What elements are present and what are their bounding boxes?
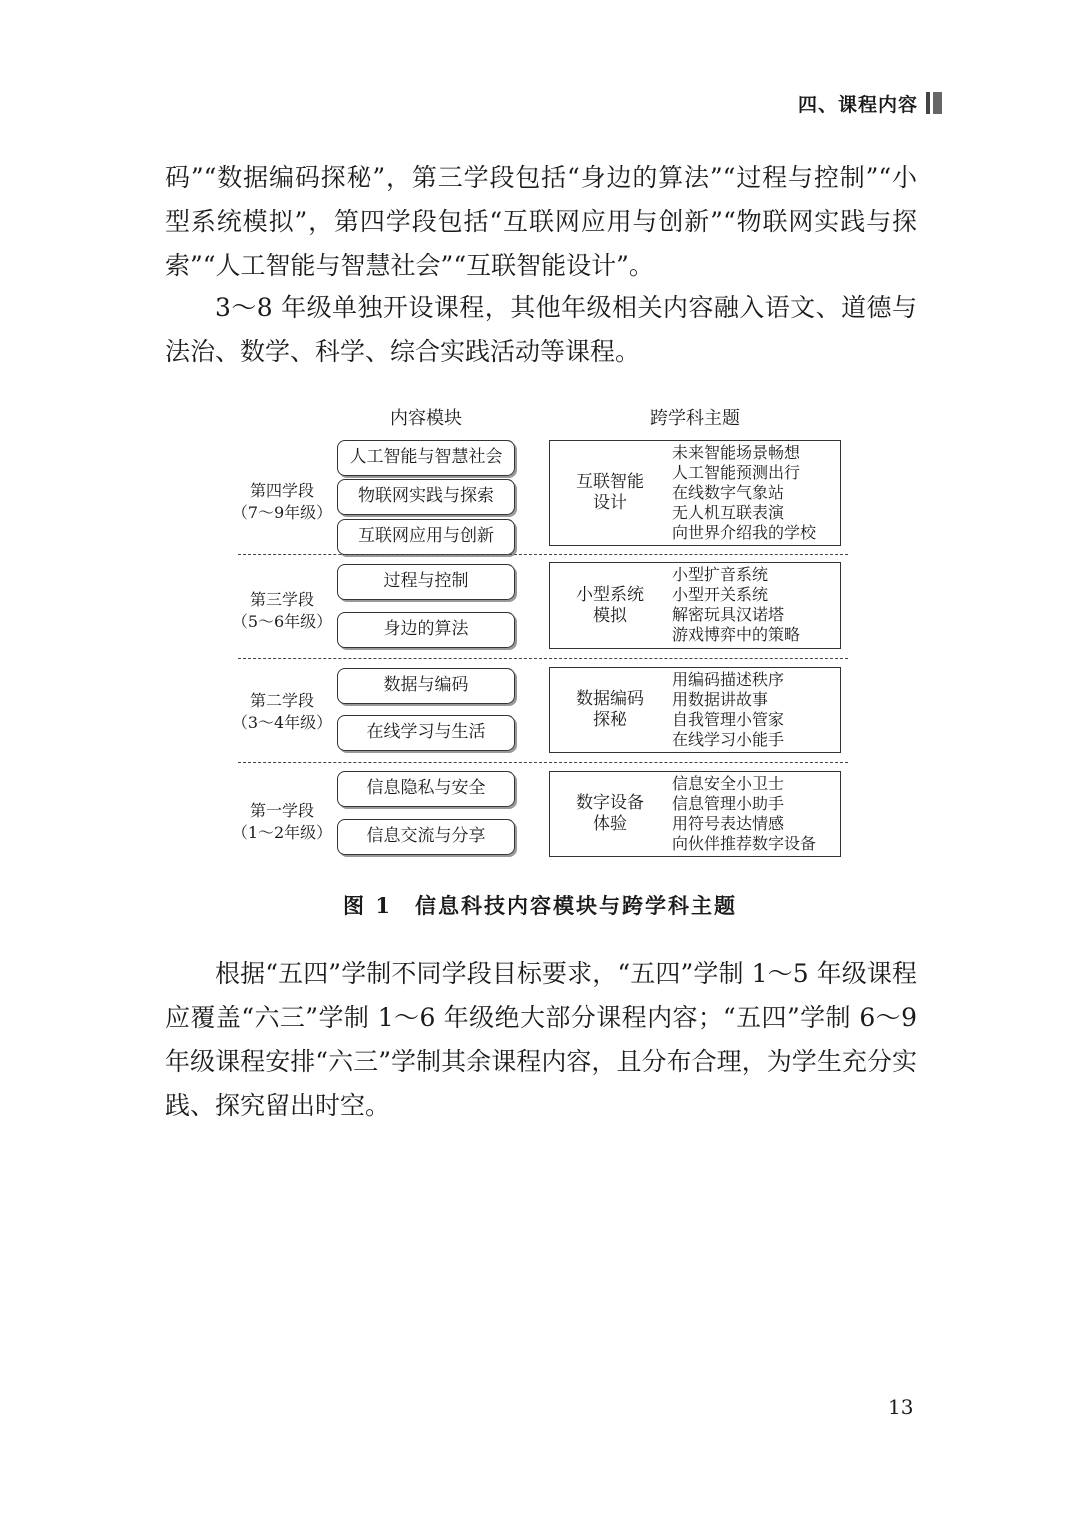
stage-label: 第一学段 （1～2年级）: [231, 801, 333, 842]
theme-name: 互联智能 设计: [576, 472, 644, 513]
topic-list: 小型扩音系统 小型开关系统 解密玩具汉诺塔 游戏博弈中的策略: [672, 565, 801, 644]
module-box: 过程与控制: [337, 564, 515, 600]
column-header-modules: 内容模块: [390, 408, 462, 429]
module-box: 身边的算法: [337, 612, 515, 648]
page-number: 13: [888, 1395, 914, 1419]
theme-name: 小型系统 模拟: [576, 584, 644, 626]
stage-label: 第二学段 （3～4年级）: [231, 691, 333, 732]
theme-box: [549, 771, 841, 857]
running-header: [798, 90, 942, 116]
module-box: 信息交流与分享: [337, 819, 515, 855]
paragraph-1: 码”“数据编码探秘”，第三学段包括“身边的算法”“过程与控制”“小型系统模拟”，第四学段包括“互联网应用与创新”“物联网实践与探索”“人工智能与智慧社会”“互联智能设计”。: [165, 163, 917, 280]
module-box: 数据与编码: [337, 668, 515, 704]
module-box: 物联网实践与探索: [337, 479, 515, 515]
stage-label: 第三学段 （5～6年级）: [231, 590, 333, 631]
module-box: 信息隐私与安全: [337, 771, 515, 807]
theme-box: [549, 562, 841, 649]
stage-divider: [238, 658, 848, 659]
topic-list: 未来智能场景畅想 人工智能预测出行 在线数字气象站 无人机互联表演 向世界介绍我的学校: [672, 443, 817, 542]
theme-box: [549, 440, 841, 546]
header-bar-mark: [926, 92, 942, 114]
stage-label: 第四学段 （7～9年级）: [231, 481, 333, 522]
figure-caption: 图 1 信息科技内容模块与跨学科主题: [343, 893, 737, 918]
column-header-themes: 跨学科主题: [650, 408, 740, 429]
topic-list: 信息安全小卫士 信息管理小助手 用符号表达情感 向伙伴推荐数字设备: [672, 774, 817, 853]
stage-divider: [238, 554, 848, 555]
module-box: 互联网应用与创新: [337, 519, 515, 555]
module-box: 在线学习与生活: [337, 715, 515, 751]
module-box: 人工智能与智慧社会: [337, 440, 515, 476]
theme-box: [549, 667, 841, 753]
theme-name: 数据编码 探秘: [576, 689, 644, 730]
paragraph-2: 3～8 年级单独开设课程，其他年级相关内容融入语文、道德与法治、数学、科学、综合实践活动等课程。: [165, 293, 917, 366]
theme-name: 数字设备 体验: [576, 793, 644, 834]
stage-divider: [238, 762, 848, 763]
paragraph-3: 根据“五四”学制不同学段目标要求，“五四”学制 1～5 年级课程应覆盖“六三”学制 1～6 年级绝大部分课程内容；“五四”学制 6～9 年级课程安排“六三”学制其余课程内容，且分布合理，为学生充分实践、探究留出时空。: [165, 959, 917, 1120]
chapter-title: 四、课程内容: [797, 93, 918, 116]
topic-list: 用编码描述秩序 用数据讲故事 自我管理小管家 在线学习小能手: [672, 670, 785, 749]
